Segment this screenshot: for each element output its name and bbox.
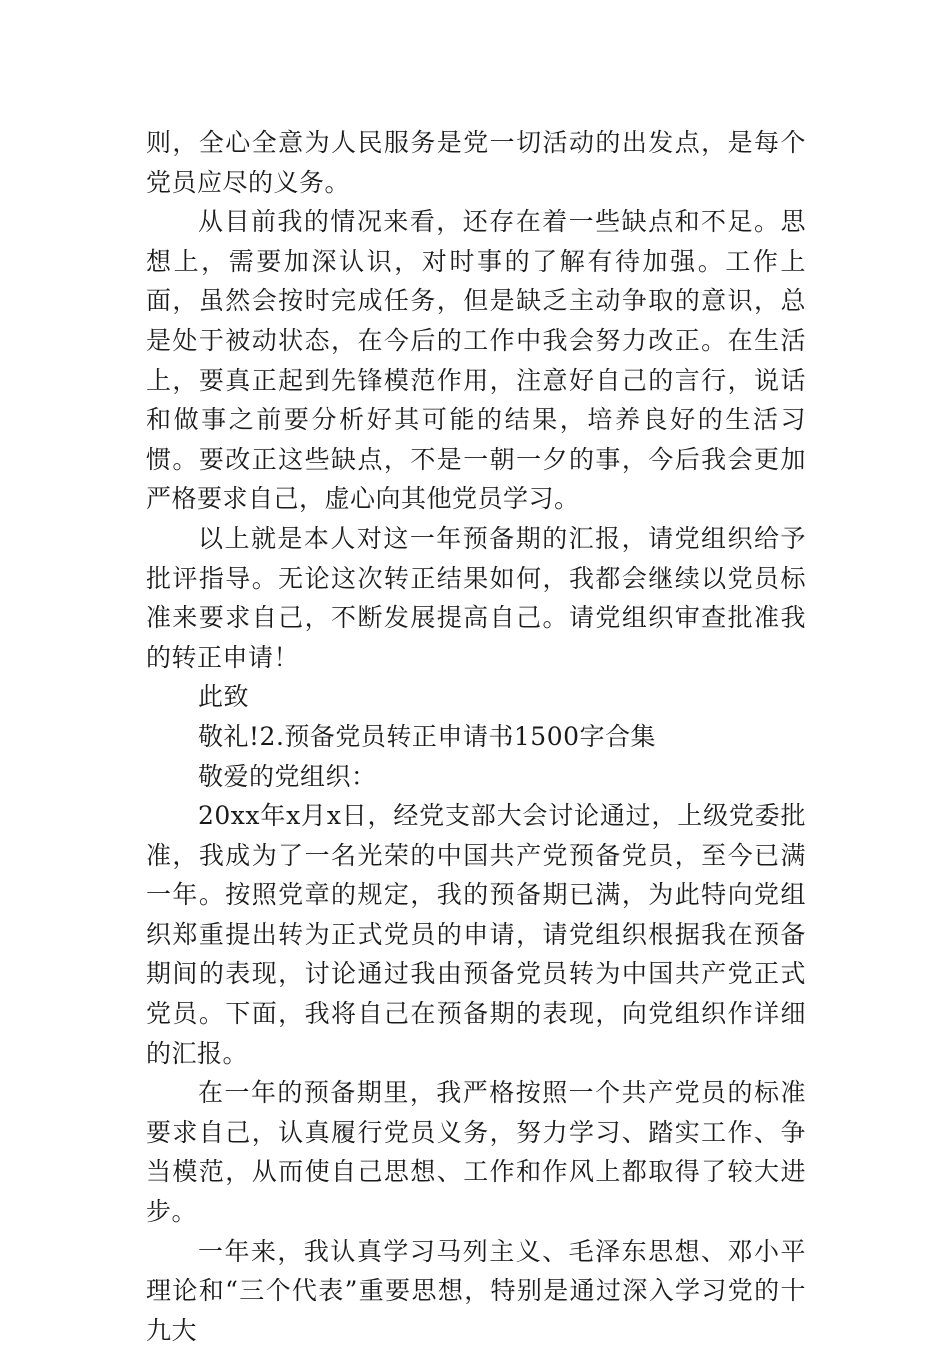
salutation-cizhi: 此致: [198, 682, 250, 712]
salutation-jingli-heading: 敬礼!2.预备党员转正申请书1500字合集: [198, 721, 657, 751]
paragraph-6: 一年来，我认真学习马列主义、毛泽东思想、邓小平理论和“三个代表”重要思想，特别是通过深入学习党的十九大: [146, 1236, 806, 1345]
paragraph-1: 则，全心全意为人民服务是党一切活动的出发点，是每个党员应尽的义务。: [146, 128, 806, 197]
paragraph-5: 在一年的预备期里，我严格按照一个共产党员的标准要求自己，认真履行党员义务，努力学习、踏实工作、争当模范，从而使自己思想、工作和作风上都取得了较大进步。: [146, 1078, 806, 1227]
paragraph-2: 从目前我的情况来看，还存在着一些缺点和不足。思想上，需要加深认识，对时事的了解有待加强。工作上面，虽然会按时完成任务，但是缺乏主动争取的意识，总是处于被动状态，在今后的工作中我会努力改正。在生活上，要真正起到先锋模范作用，注意好自己的言行，说话和做事之前要分析好其可能的结果，培养良好的生活习惯。要改正这些缺点，不是一朝一夕的事，今后我会更加严格要求自己，虚心向其他党员学习。: [146, 207, 806, 514]
document-body: [146, 123, 806, 1350]
paragraph-4: 20xx年x月x日，经党支部大会讨论通过，上级党委批准，我成为了一名光荣的中国共产党预备党员，至今已满一年。按照党章的规定，我的预备期已满，为此特向党组织郑重提出转为正式党员的申请，请党组织根据我在预备期间的表现，讨论通过我由预备党员转为中国共产党正式党员。下面，我将自己在预备期的表现，向党组织作详细的汇报。: [146, 801, 806, 1068]
paragraph-3: 以上就是本人对这一年预备期的汇报，请党组织给予批评指导。无论这次转正结果如何，我都会继续以党员标准来要求自己，不断发展提高自己。请党组织审查批准我的转正申请！: [146, 523, 806, 672]
greeting-line: 敬爱的党组织：: [198, 761, 377, 791]
